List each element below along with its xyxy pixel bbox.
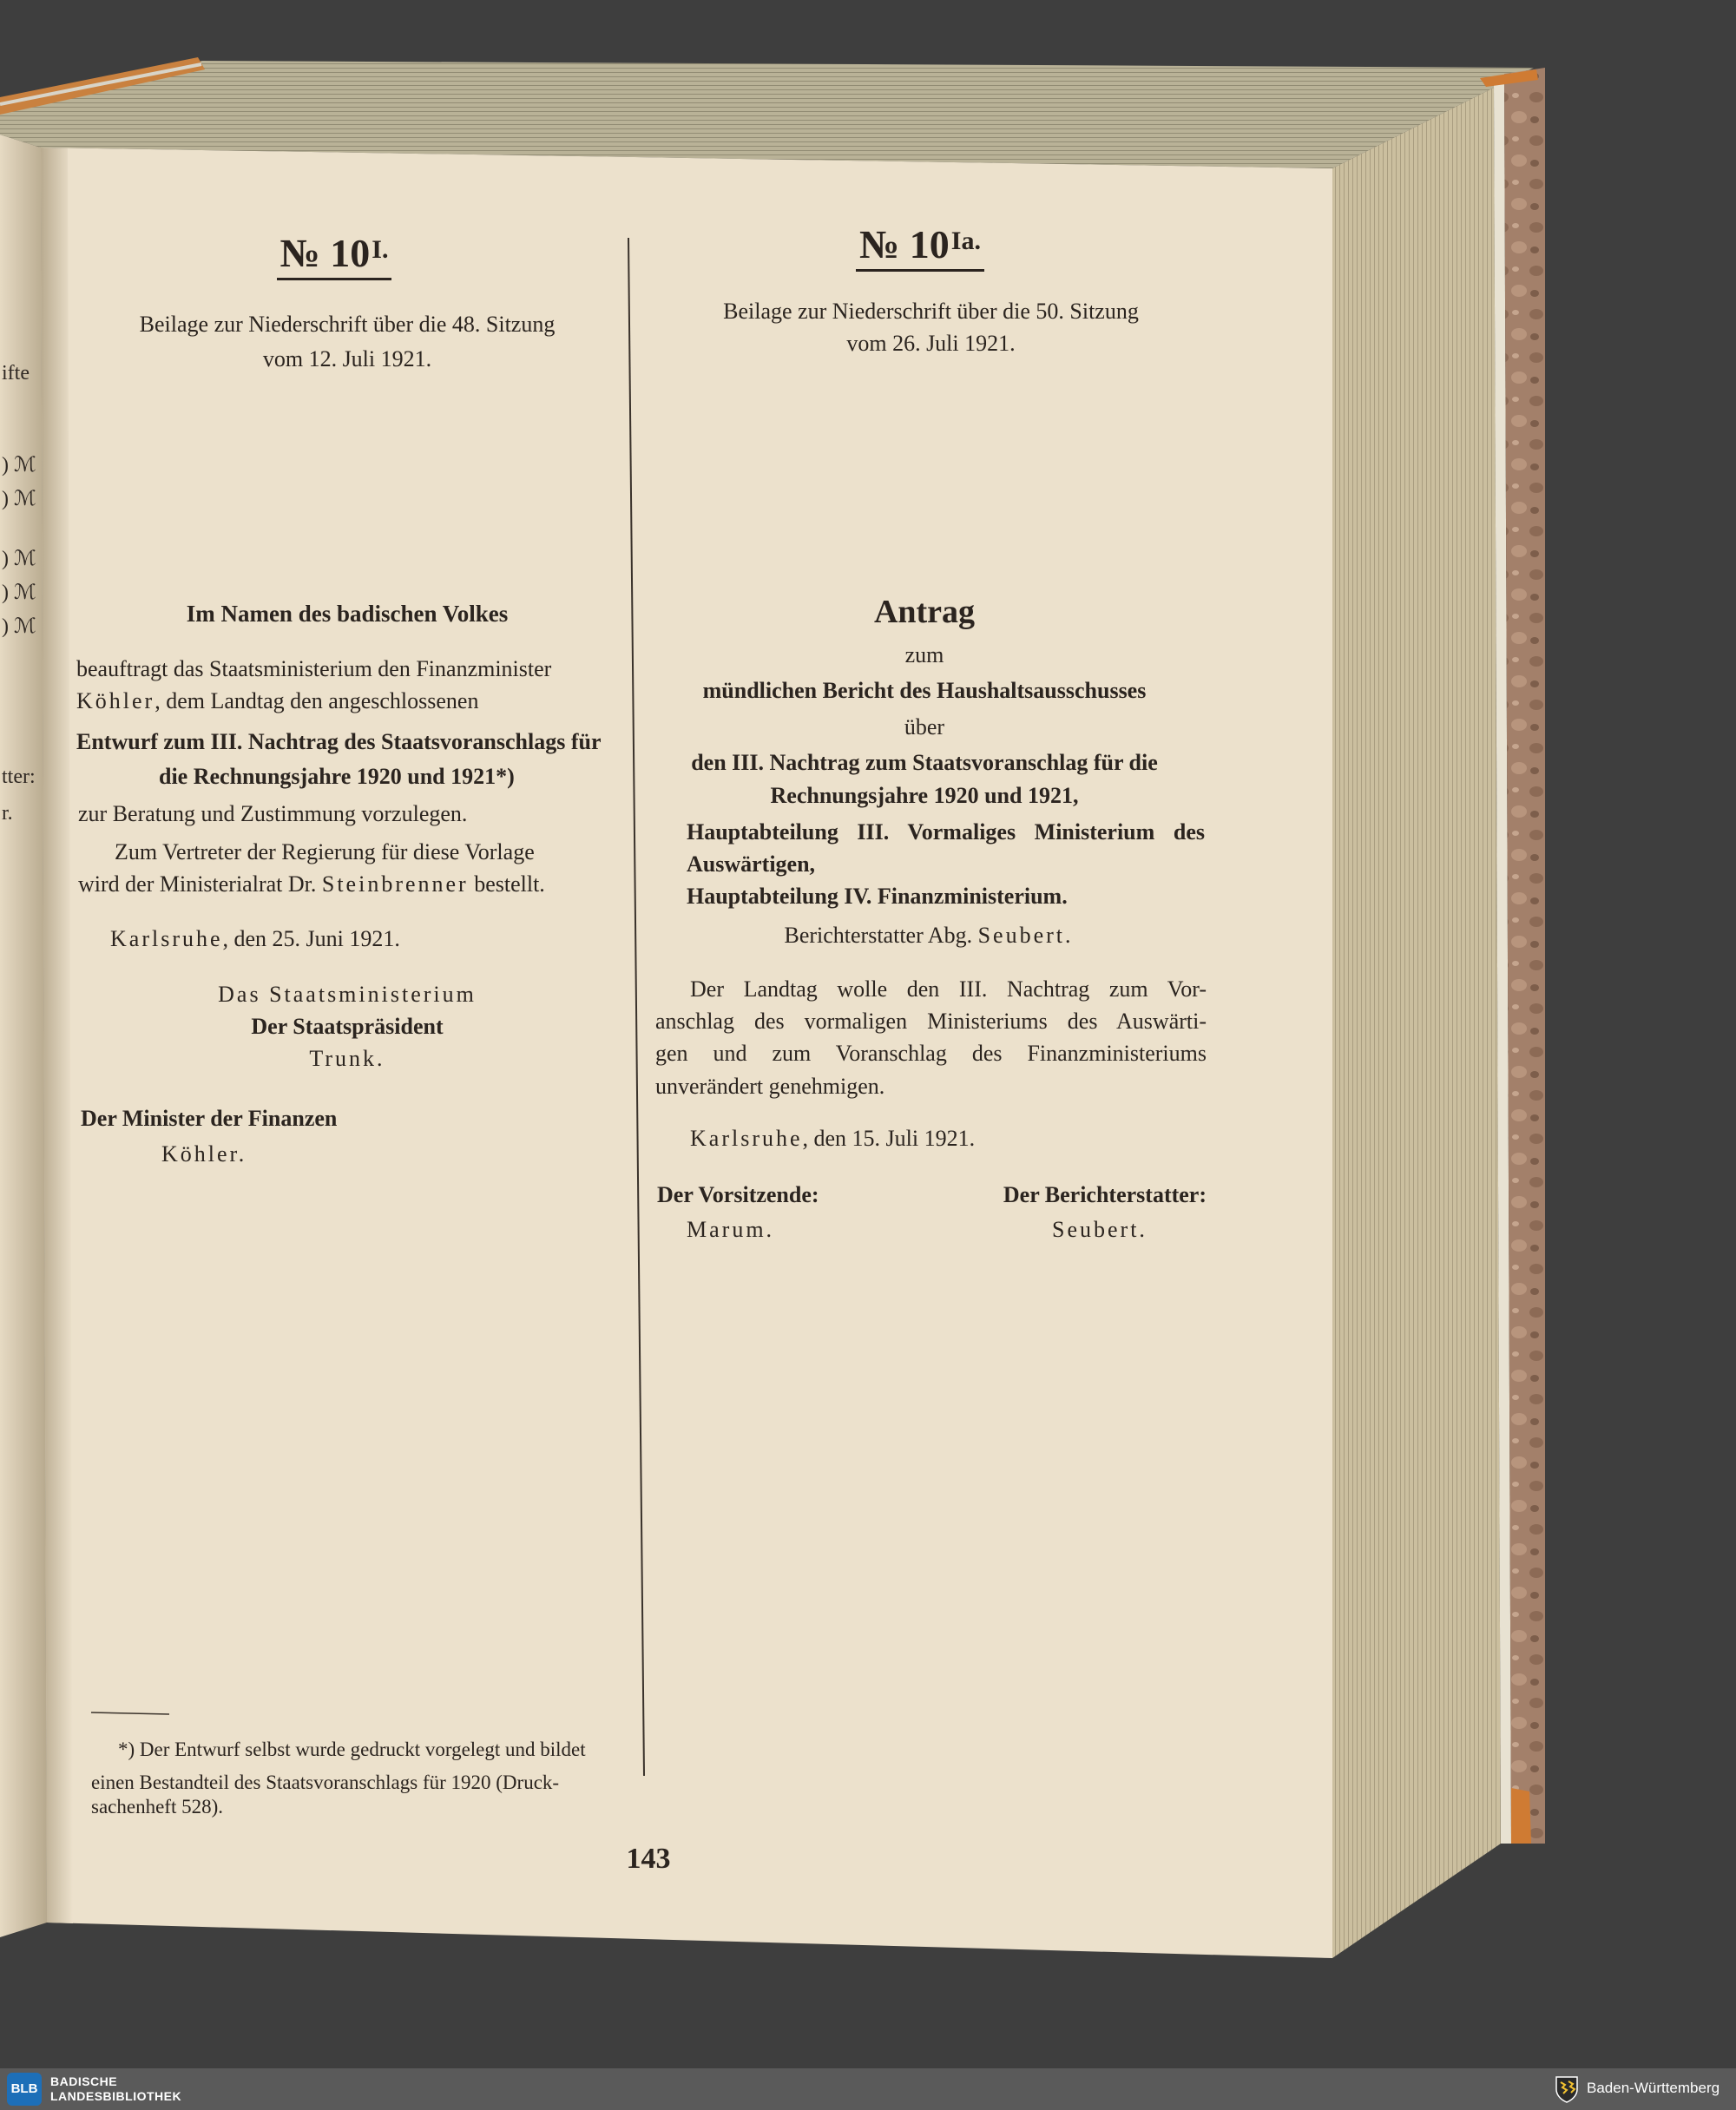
rapporteur-name: Seubert.: [977, 923, 1074, 948]
motion-subject2: Rechnungsjahre 1920 und 1921,: [770, 783, 1079, 808]
blb-logo: BLB: [7, 2073, 42, 2106]
left-body-line7: [78, 871, 545, 897]
left-number-underlined: [277, 231, 392, 280]
state-name: Baden-Württemberg: [1587, 2080, 1720, 2096]
left-body-line2: [76, 688, 478, 714]
left-place: Karlsruhe: [110, 926, 223, 951]
library-footer-bar: [0, 2068, 1736, 2110]
coat-of-arms-icon: [1554, 2075, 1580, 2103]
right-supplement-line2: vom 26. Juli 1921.: [846, 331, 1016, 356]
right-date: , den 15. Juli 1921.: [802, 1126, 976, 1151]
signatory-body: Das Staatsministerium: [218, 982, 477, 1007]
motion-zum: zum: [904, 642, 944, 667]
rapporteur-sign-name: Seubert.: [1052, 1217, 1147, 1242]
footnote-line1: *) Der Entwurf selbst wurde gedruckt vorgelegt und bildet: [118, 1739, 586, 1760]
left-body-line1: beauftragt das Staatsministerium den Finanzminister: [76, 656, 552, 681]
department-line1b: Auswärtigen,: [687, 851, 816, 877]
right-number-suffix: Ia.: [950, 227, 981, 255]
motion-text-line3: gen und zum Voranschlag des Finanzministeriums: [655, 1041, 1207, 1066]
library-name-line2: LANDESBIBLIOTHEK: [50, 2089, 182, 2103]
minister-title: Der Minister der Finanzen: [81, 1106, 338, 1131]
left-date: , den 25. Juni 1921.: [222, 926, 400, 951]
motion-subject1: den III. Nachtrag zum Staatsvoranschlag für die: [691, 750, 1158, 775]
left-document-number: [200, 231, 469, 280]
previous-page-fragment: ) ℳ: [2, 488, 36, 510]
commissioner-name: Steinbrenner: [321, 871, 469, 897]
chair-name: Marum.: [687, 1217, 775, 1242]
motion-text-line1: Der Landtag wolle den III. Nachtrag zum Vor-: [690, 976, 1207, 1002]
left-preamble: Im Namen des badischen Volkes: [186, 601, 509, 627]
previous-page-fragment: ) ℳ: [2, 615, 36, 638]
motion-ueber: über: [904, 714, 945, 739]
left-body-line6: Zum Vertreter der Regierung für diese Vorlage: [115, 839, 535, 864]
department-line1: Hauptabteilung III. Vormaliges Ministerium des: [687, 819, 1205, 845]
left-supplement-line2: vom 12. Juli 1921.: [262, 346, 432, 371]
motion-report: mündlichen Bericht des Haushaltsausschusses: [702, 678, 1147, 703]
previous-page-fragment: ) ℳ: [2, 582, 36, 604]
left-body-line7-pre: wird der Ministerialrat Dr.: [78, 871, 322, 897]
motion-title: Antrag: [873, 594, 976, 630]
footnote-line3: sachenheft 528).: [91, 1796, 223, 1817]
signatory-name: Trunk.: [309, 1046, 385, 1071]
right-supplement-line1: Beilage zur Niederschrift über die 50. Sitzung: [723, 299, 1139, 324]
previous-page-fragment: ) ℳ: [2, 454, 36, 477]
rapporteur-line: [660, 923, 1198, 949]
cover-corner-bottom: [1511, 1788, 1531, 1844]
department-line2: Hauptabteilung IV. Finanzministerium.: [687, 884, 1068, 909]
left-body-line5: zur Beratung und Zustimmung vorzulegen.: [78, 801, 468, 826]
marbled-cover-edge: [1504, 68, 1545, 1844]
footnote-line2: einen Bestandteil des Staatsvoranschlags für 1920 (Druck-: [91, 1771, 560, 1793]
left-supplement-line1: Beilage zur Niederschrift über die 48. Sitzung: [139, 312, 556, 337]
motion-text-line2: anschlag des vormaligen Ministeriums des Auswärti-: [655, 1009, 1207, 1034]
motion-text-line4: unverändert genehmigen.: [655, 1074, 885, 1099]
right-number-main: № 10: [859, 222, 950, 266]
left-body-line3: Entwurf zum III. Nachtrag des Staatsvoranschlags für: [76, 729, 602, 754]
rapporteur-sign-label: Der Berichterstatter:: [1003, 1182, 1207, 1207]
right-place-date: [690, 1126, 975, 1152]
page-number: 143: [626, 1843, 671, 1875]
right-document-number: [786, 222, 1055, 272]
signatory-title: Der Staatspräsident: [251, 1014, 444, 1039]
left-body-line7-post: bestellt.: [468, 871, 545, 897]
right-number-underlined: [856, 222, 984, 272]
left-body-line4: die Rechnungsjahre 1920 und 1921*): [159, 764, 515, 789]
right-page-stack: [1332, 88, 1501, 1958]
rapporteur-label: Berichterstatter Abg.: [784, 923, 978, 948]
previous-page-sliver: [0, 135, 42, 1931]
library-name-line1: BADISCHE: [50, 2074, 118, 2088]
left-place-date: [110, 926, 400, 952]
minister-name: Köhler.: [161, 1141, 247, 1167]
right-place: Karlsruhe: [690, 1126, 803, 1151]
left-number-main: № 10: [279, 231, 371, 275]
previous-page-fragment: r.: [2, 802, 13, 825]
chair-label: Der Vorsitzende:: [657, 1182, 819, 1207]
previous-page-fragment: ) ℳ: [2, 548, 36, 570]
left-number-suffix: I.: [372, 235, 389, 264]
previous-page-fragment: tter:: [2, 766, 36, 788]
minister-name-inline: Köhler: [76, 688, 155, 713]
left-body-line2-rest: , dem Landtag den angeschlossenen: [155, 688, 479, 713]
previous-page-fragment: ifte: [2, 362, 30, 385]
